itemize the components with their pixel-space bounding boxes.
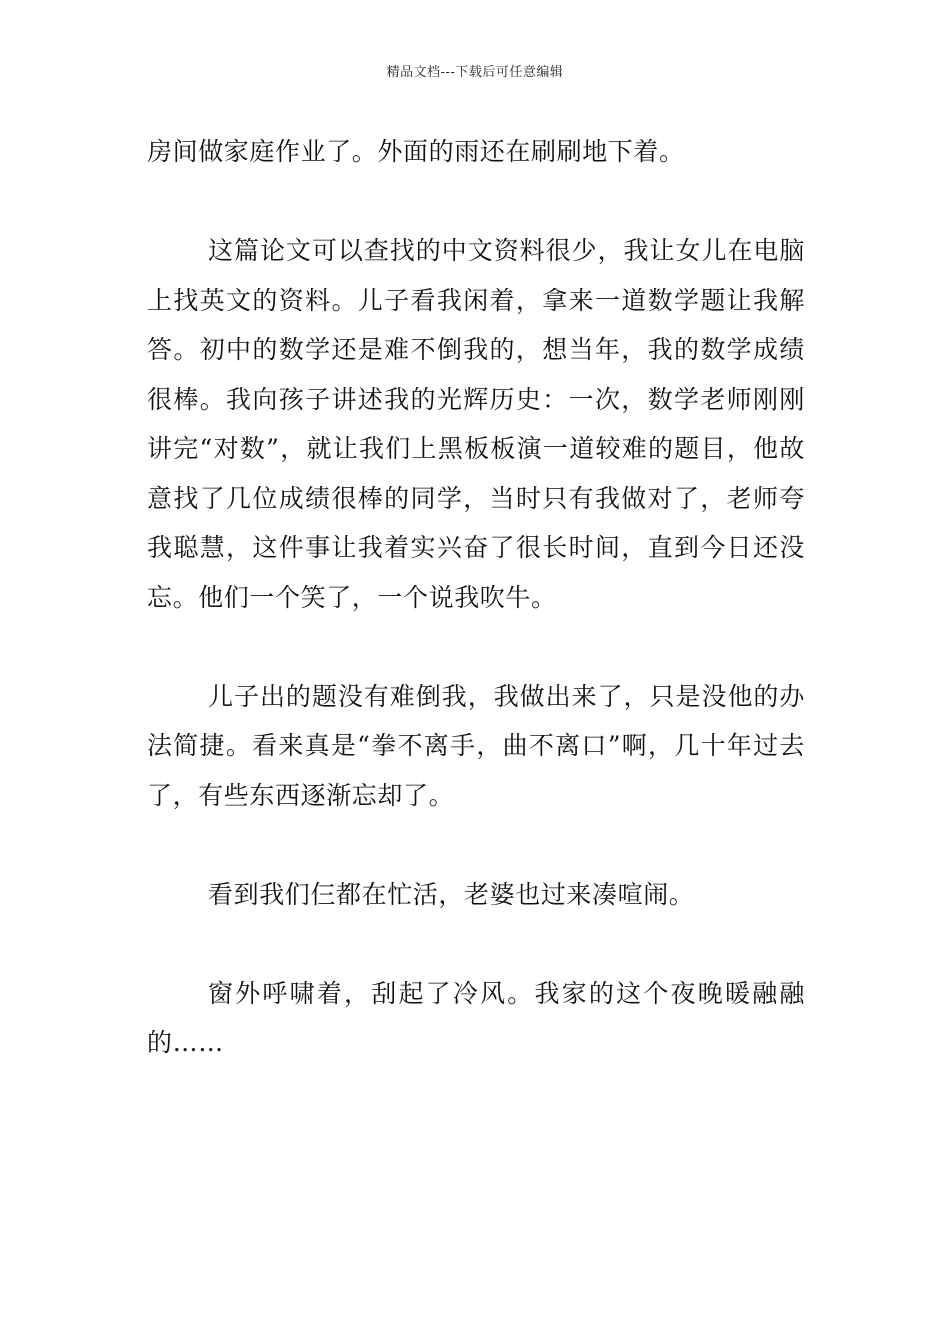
paragraph-math-problem: 儿子出的题没有难倒我，我做出来了，只是没他的办法简捷。看来真是“拳不离手，曲不离口”啊，几十年过去了，有些东西逐渐忘却了。 — [147, 681, 805, 810]
document-body — [147, 127, 805, 1068]
paragraph-spacer — [147, 820, 805, 870]
paragraph-spacer — [147, 919, 805, 969]
paragraph-thesis-help: 这篇论文可以查找的中文资料很少，我让女儿在电脑上找英文的资料。儿子看我闲着，拿来一道数学题让我解答。初中的数学还是难不倒我的，想当年，我的数学成绩很棒。我向孩子讲述我的光辉历史：一次，数学老师刚刚讲完“对数”，就让我们上黑板板演一道较难的题目，他故意找了几位成绩很棒的同学，当时只有我做对了，老师夸我聪慧，这件事让我着实兴奋了很长时间，直到今日还没忘。他们一个笑了，一个说我吹牛。 — [147, 236, 805, 612]
paragraph-spacer — [147, 177, 805, 227]
paragraph-continuation: 房间做家庭作业了。外面的雨还在刷刷地下着。 — [147, 137, 685, 166]
paragraph-spacer — [147, 622, 805, 672]
page-header: 精品文档---下载后可任意编辑 — [386, 65, 564, 80]
paragraph-wife: 看到我们仨都在忙活，老婆也过来凑喧闹。 — [208, 879, 695, 909]
paragraph-closing: 窗外呼啸着，刮起了冷风。我家的这个夜晚暖融融的…… — [147, 978, 805, 1057]
